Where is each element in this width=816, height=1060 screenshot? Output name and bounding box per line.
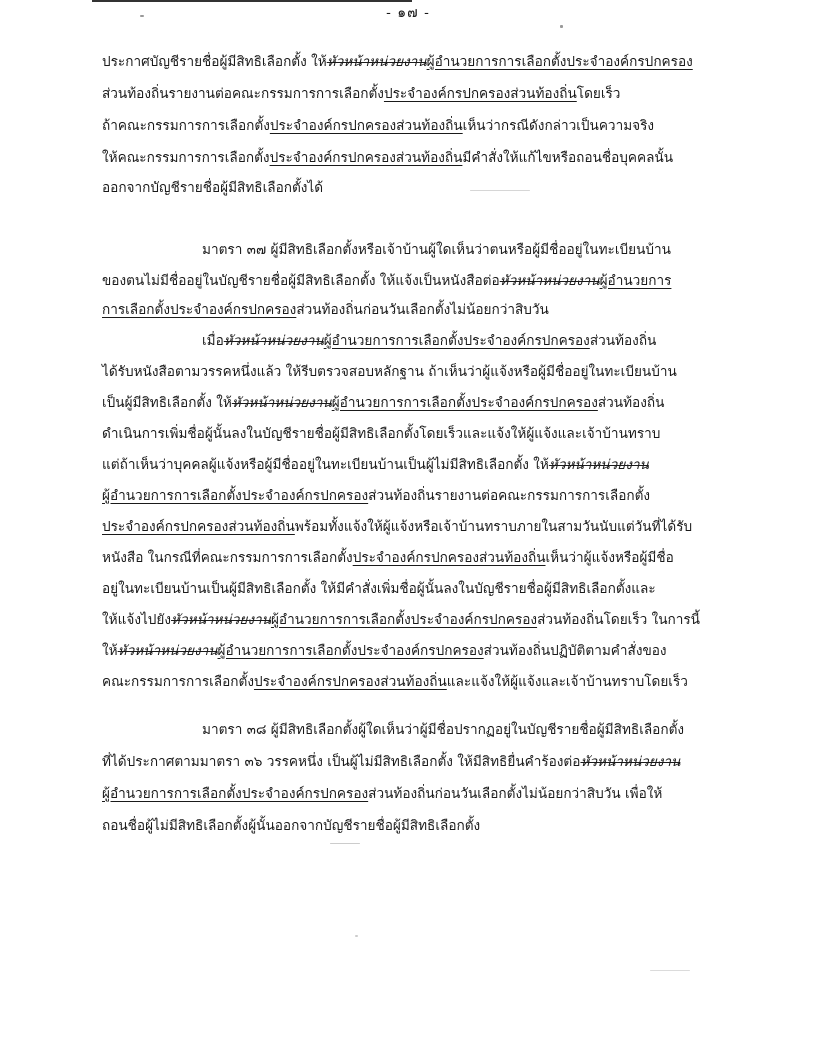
paragraph1-line [102,84,620,104]
underlined-text: ประจำองค์กรปกครองส่วนท้องถิ่น [269,118,463,134]
underlined-text: ผู้อำนวยการ [599,273,672,289]
underlined-text: ประจำองค์กรปกครองส่วนท้องถิ่น [102,519,295,535]
text-segment: ของตนไม่มีชื่ออยู่ในบัญชีรายชื่อผู้มีสิทธิเลือกตั้ง ให้แจ้งเป็นหนังสือต่อ [102,273,500,289]
text-segment: ส่วนท้องถิ่น [589,333,657,349]
text-segment: พร้อมทั้งแจ้งให้ผู้แจ้งหรือเจ้าบ้านทราบภายในสามวันนับแต่วันที่ได้รับ [294,519,693,535]
underlined-text: ประจำองค์กรปกครองส่วนท้องถิ่น [269,150,463,166]
section37-line [102,517,692,537]
paragraph1-line [102,148,673,168]
section37-line [102,610,700,630]
section37-line [102,548,674,568]
struck-text: หัวหน้าหน่วยงาน [117,643,218,659]
section38-line [202,720,684,740]
text-segment: ถ้าคณะกรรมการการเลือกตั้ง [102,118,270,134]
text-segment: ส่วนท้องถิ่น [597,395,665,411]
text-segment: เห็นว่ากรณีดังกล่าวเป็นความจริง [462,118,655,134]
text-segment: ส่วนท้องถิ่นปฏิบัติตามคำสั่งของ [483,643,667,659]
struck-text: หัวหน้าหน่วยงาน [223,333,324,349]
text-segment: ดำเนินการเพิ่มชื่อผู้นั้นลงในบัญชีรายชื่อผู้มีสิทธิเลือกตั้งโดยเร็วและแจ้งให้ผู้แจ้งและเจ้าบ้านทราบ [102,426,661,442]
text-segment: ถอนชื่อผู้ไม่มีสิทธิเลือกตั้งผู้นั้นออกจากบัญชีรายชื่อผู้มีสิทธิเลือกตั้ง [102,818,481,834]
struck-text: หัวหน้าหน่วยงาน [499,273,600,289]
page-number: - ๑๗ - [386,5,430,21]
struck-text: หัวหน้าหน่วยงาน [548,457,649,473]
section38-line [102,816,480,836]
text-segment: คณะกรรมการการเลือกตั้ง [102,674,254,690]
text-segment: ได้รับหนังสือตามวรรคหนึ่งแล้ว ให้รีบตรวจสอบหลักฐาน ถ้าเห็นว่าผู้แจ้งหรือผู้มีชื่ออยู่ในทะเบียนบ้าน [102,364,677,380]
scan-speck [560,25,563,28]
section37-line [102,271,671,291]
underlined-text: การเลือกตั้งประจำองค์กรปกครอง [102,302,297,318]
text-segment: ประกาศบัญชีรายชื่อผู้มีสิทธิเลือกตั้ง ให้ [102,54,327,70]
text-segment: อยู่ในทะเบียนบ้านเป็นผู้มีสิทธิเลือกตั้ง ให้มีคำสั่งเพิ่มชื่อผู้นั้นลงในบัญชีรายชื่อผู้มีสิทธิเลือกตั้งและ [102,581,656,597]
struck-text: หัวหน้าหน่วยงาน [580,754,681,770]
struck-text: หัวหน้าหน่วยงาน [326,54,427,70]
section38-line [102,784,662,804]
paragraph1-line [102,178,323,198]
text-segment: ให้คณะกรรมการการเลือกตั้ง [102,150,270,166]
section37-line [102,579,656,599]
underlined-text: ผู้อำนวยการการเลือกตั้งประจำองค์กรปกครอง [217,643,484,659]
text-segment: มาตรา ๓๗ ผู้มีสิทธิเลือกตั้งหรือเจ้าบ้านผู้ใดเห็นว่าตนหรือผู้มีชื่ออยู่ในทะเบียนบ้าน [202,242,671,258]
underlined-text: ผู้อำนวยการการเลือกตั้งประจำองค์กรปกครอง [323,333,590,349]
underlined-text: ประจำองค์กรปกครองส่วนท้องถิ่น [253,674,447,690]
underlined-text: ประจำองค์กรปกครองส่วนท้องถิ่น [383,86,577,102]
section37-line [202,331,656,351]
text-segment: ให้ [102,643,118,659]
text-segment: ส่วนท้องถิ่นรายงานต่อคณะกรรมการการเลือกตั้ง [368,488,651,504]
text-segment: มีคำสั่งให้แก้ไขหรือถอนชื่อบุคคลนั้น [462,150,673,166]
section37-line [102,393,664,413]
struck-text: หัวหน้าหน่วยงาน [231,395,332,411]
text-segment: มาตรา ๓๘ ผู้มีสิทธิเลือกตั้งผู้ใดเห็นว่าผู้มีชื่อปรากฏอยู่ในบัญชีรายชื่อผู้มีสิทธิเลือกตั้ง [202,722,685,738]
underlined-text: ประจำองค์กรปกครองส่วนท้องถิ่น [352,550,546,566]
text-segment: แต่ถ้าเห็นว่าบุคคลผู้แจ้งหรือผู้มีชื่ออยู่ในทะเบียนบ้านเป็นผู้ไม่มีสิทธิเลือกตั้ง ให้ [102,457,549,473]
underlined-text: ผู้อำนวยการการเลือกตั้งประจำองค์กรปกครอง [102,786,369,802]
section37-line [102,300,549,320]
underlined-text: ผู้อำนวยการการเลือกตั้งประจำองค์กรปกครอง [426,54,693,70]
scan-speck [330,843,360,844]
paragraph1-line [102,116,654,136]
section37-line [202,240,671,260]
text-segment: เมื่อ [202,333,224,349]
text-segment: และแจ้งให้ผู้แจ้งและเจ้าบ้านทราบโดยเร็ว [446,674,688,690]
underlined-text: ผู้อำนวยการการเลือกตั้งประจำองค์กรปกครอง [102,488,369,504]
underlined-text: ผู้อำนวยการการเลือกตั้งประจำองค์กรปกครอง [270,612,538,628]
text-segment: ส่วนท้องถิ่นก่อนวันเลือกตั้งไม่น้อยกว่าสิบวัน เพื่อให้ [368,786,663,802]
section37-line [102,424,660,444]
text-segment: ส่วนท้องถิ่นก่อนวันเลือกตั้งไม่น้อยกว่าสิบวัน [296,302,549,318]
text-segment: ให้แจ้งไปยัง [102,612,172,628]
scan-speck [470,190,530,191]
section37-line [102,672,688,692]
section37-line [102,455,649,475]
text-segment: ส่วนท้องถิ่นโดยเร็ว ในการนี้ [537,612,700,628]
scan-speck [650,970,690,971]
text-segment: ส่วนท้องถิ่นรายงานต่อคณะกรรมการการเลือกตั้ง [102,86,384,102]
scan-speck [355,935,358,937]
underlined-text: ผู้อำนวยการการเลือกตั้งประจำองค์กรปกครอง [331,395,598,411]
text-segment: เห็นว่าผู้แจ้งหรือผู้มีชื่อ [545,550,674,566]
paragraph1-line [102,52,693,72]
section37-line [102,641,667,661]
text-segment: เป็นผู้มีสิทธิเลือกตั้ง ให้ [102,395,232,411]
section37-line [102,486,650,506]
text-segment: โดยเร็ว [576,86,621,102]
section38-line [102,752,680,772]
scan-speck [140,15,144,17]
text-segment: หนังสือ ในกรณีที่คณะกรรมการการเลือกตั้ง [102,550,353,566]
struck-text: หัวหน้าหน่วยงาน [171,612,271,628]
text-segment: ออกจากบัญชีรายชื่อผู้มีสิทธิเลือกตั้งได้ [102,180,324,196]
text-segment: ที่ได้ประกาศตามมาตรา ๓๖ วรรคหนึ่ง เป็นผู้ไม่มีสิทธิเลือกตั้ง ให้มีสิทธิยื่นคำร้องต่อ [102,754,581,770]
section37-line [102,362,677,382]
